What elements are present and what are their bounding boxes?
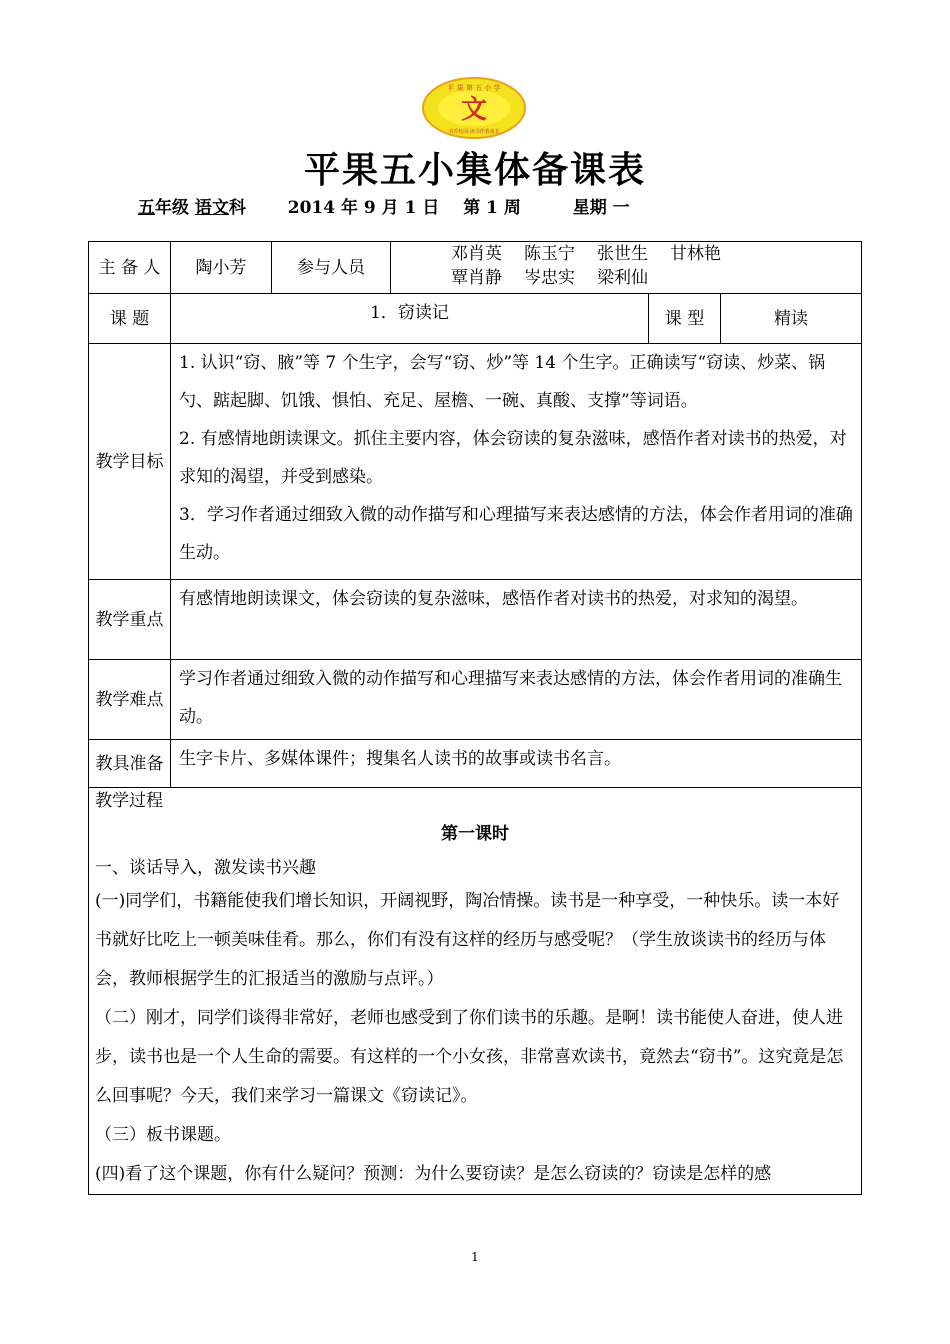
difficulty-label: 教学难点 <box>89 660 171 740</box>
lesson-heading: 第一课时 <box>441 824 509 844</box>
grade-suffix: 年级 <box>155 198 189 218</box>
participant: 岑忠实 <box>524 268 575 288</box>
tools-value: 生字卡片、多媒体课件；搜集名人读书的故事或读书名言。 <box>171 740 862 788</box>
svg-text:书香校园·读书伴我成长: 书香校园·读书伴我成长 <box>448 129 500 135</box>
key-points-label: 教学重点 <box>89 580 171 660</box>
process-label: 教学过程 <box>95 791 163 811</box>
lesson-plan-table <box>88 241 862 1195</box>
topic-value: 1．窃读记 <box>171 294 649 344</box>
participants-label: 参与人员 <box>272 242 391 294</box>
section-heading: 一、谈话导入，激发读书兴趣 <box>95 858 316 878</box>
goal-item: 3．学习作者通过细致入微的动作描写和心理描写来表达感情的方法，体会作者用词的准确生动。 <box>179 505 853 563</box>
participant: 甘林艳 <box>670 244 721 264</box>
difficulty-value: 学习作者通过细致入微的动作描写和心理描写来表达感情的方法，体会作者用词的准确生动。 <box>171 660 862 740</box>
type-value: 精读 <box>721 294 862 344</box>
key-points-value: 有感情地朗读课文，体会窃读的复杂滋味，感悟作者对读书的热爱，对求知的渴望。 <box>171 580 862 660</box>
school-logo <box>421 76 527 140</box>
participant: 梁利仙 <box>597 268 648 288</box>
process-paragraph: (四)看了这个课题，你有什么疑问？预测：为什么要窃读？是怎么窃读的？窃读是怎样的感 <box>95 1164 772 1184</box>
participants-list <box>391 242 862 294</box>
process-paragraph: (一)同学们，书籍能使我们增长知识，开阔视野，陶冶情操。读书是一种享受，一种快乐。读一本好书就好比吃上一顿美味佳肴。那么，你们有没有这样的经历与感受呢？（学生放谈读书的经历与体会，教师根据学生的汇报适当的激励与点评。） <box>95 891 840 989</box>
process-cell <box>89 788 862 1195</box>
goals-label: 教学目标 <box>89 344 171 580</box>
participant: 张世生 <box>597 244 648 264</box>
subject-suffix: 科 <box>228 198 246 218</box>
weekday: 星期 一 <box>572 198 630 218</box>
lead-name: 陶小芳 <box>171 242 272 294</box>
svg-text:平 果 第 五 小 学: 平 果 第 五 小 学 <box>447 84 501 92</box>
page-number: 1 <box>471 1250 479 1264</box>
participant: 覃肖静 <box>451 268 502 288</box>
lead-label: 主 备 人 <box>89 242 171 294</box>
week: 第 1 周 <box>463 198 521 218</box>
goal-item: 1. 认识“窃、腋”等 7 个生字，会写“窃、炒”等 14 个生字。正确读写“窃读、炒菜、锅勺、踮起脚、饥饿、惧怕、充足、屋檐、一碗、真酸、支撑”等词语。 <box>179 353 826 411</box>
goals-cell <box>171 344 862 580</box>
topic-label: 课 题 <box>89 294 171 344</box>
date: 2014 年 9 月 1 日 <box>287 198 440 218</box>
participant: 邓肖英 <box>451 244 502 264</box>
page-title: 平果五小集体备课表 <box>303 150 646 191</box>
goal-item: 2. 有感情地朗读课文。抓住主要内容，体会窃读的复杂滋味，感悟作者对读书的热爱，对求知的渴望，并受到感染。 <box>179 429 847 487</box>
participant: 陈玉宁 <box>524 244 575 264</box>
tools-label: 教具准备 <box>89 740 171 788</box>
subject-value: 语文 <box>194 198 229 218</box>
process-paragraph: （二）刚才，同学们谈得非常好，老师也感受到了你们读书的乐趣。是啊！读书能使人奋进，使人进步，读书也是一个人生命的需要。有这样的一个小女孩，非常喜欢读书，竟然去“窃书”。这究竟是怎么回事呢？今天，我们来学习一篇课文《窃读记》。 <box>95 1008 844 1106</box>
process-paragraph: （三）板书课题。 <box>95 1125 231 1145</box>
header-line <box>138 193 630 218</box>
grade-value: 五 <box>138 198 155 218</box>
type-label: 课 型 <box>649 294 721 344</box>
svg-text:文: 文 <box>460 95 488 125</box>
